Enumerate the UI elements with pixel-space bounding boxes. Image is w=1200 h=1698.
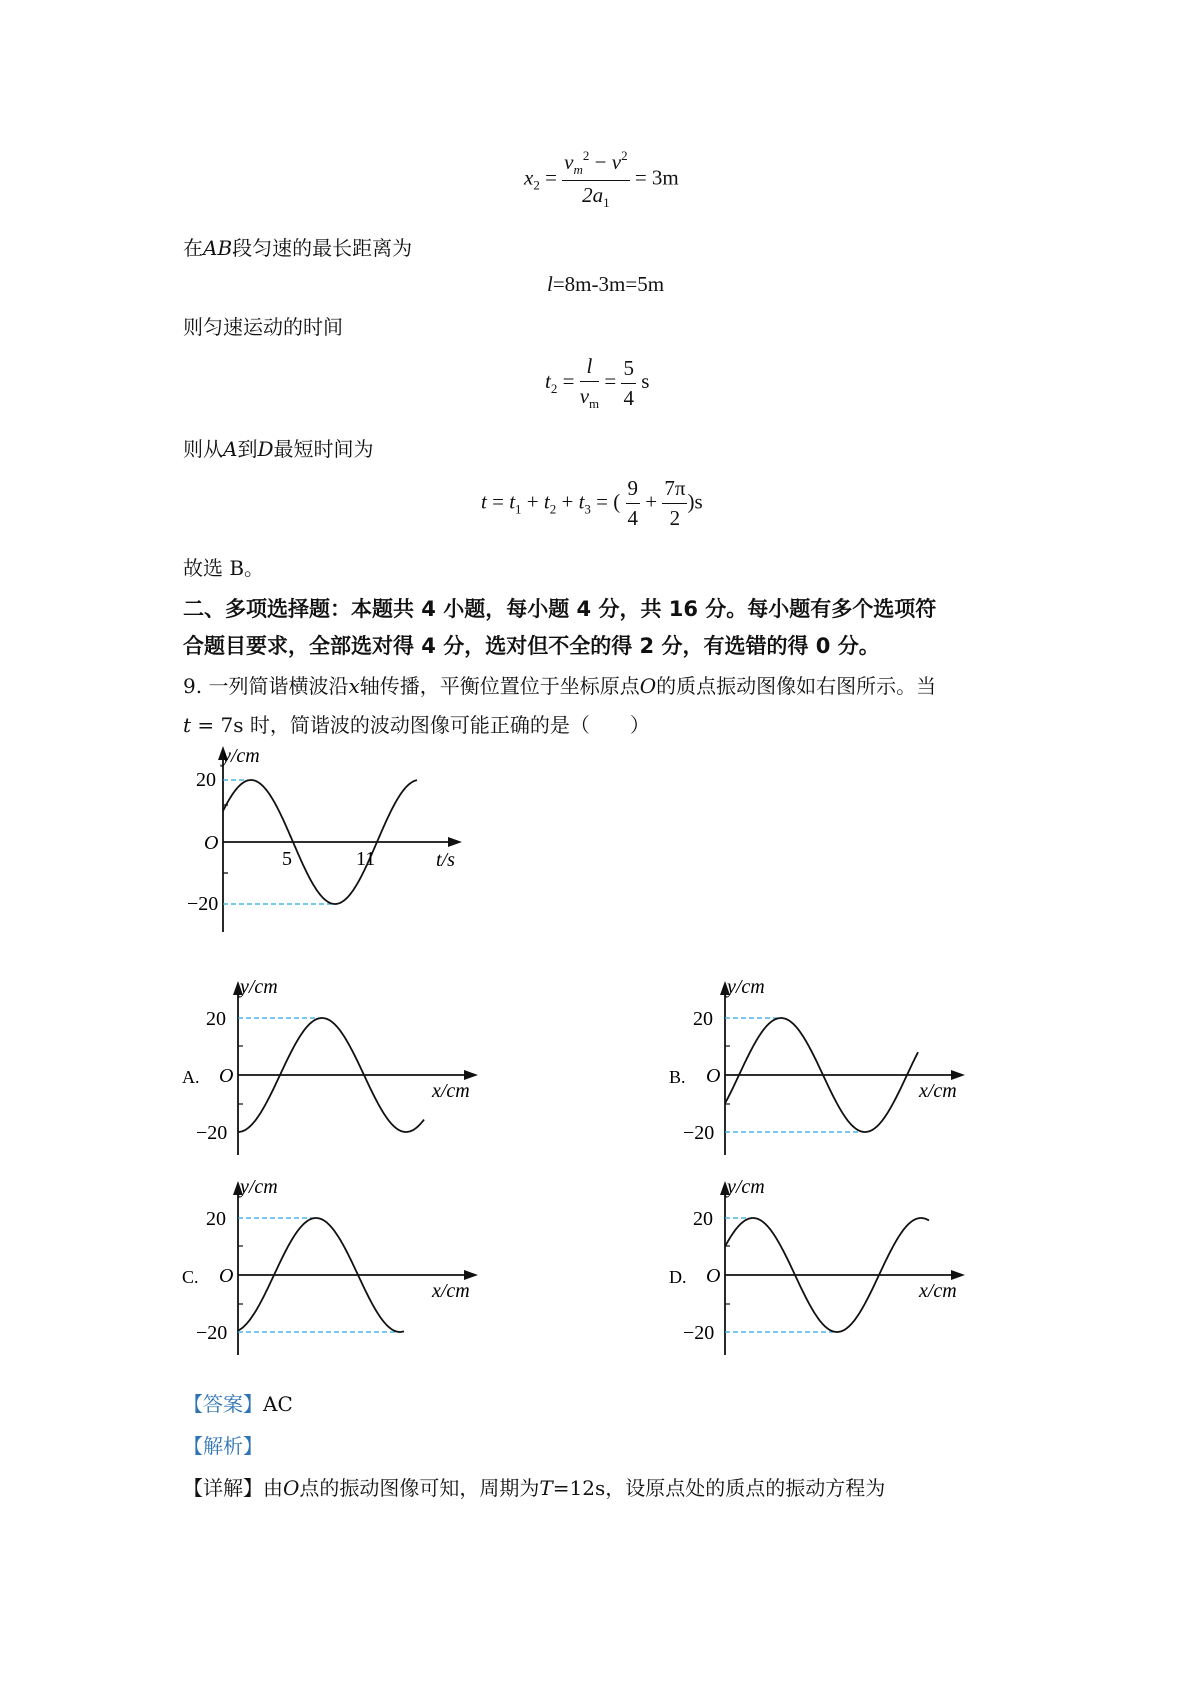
x-axis-label: x/cm bbox=[919, 1080, 957, 1102]
origin-label: O bbox=[219, 1065, 234, 1087]
line-shortest-time: 则从A到D最短时间为 bbox=[183, 437, 374, 461]
t-axis-arrow bbox=[448, 837, 462, 847]
option-label: C. bbox=[182, 1267, 199, 1287]
option-label: B. bbox=[669, 1067, 686, 1087]
x-axis-arrow bbox=[464, 1070, 478, 1080]
y-axis-label: y/cm bbox=[240, 976, 278, 998]
x-axis-arrow bbox=[464, 1270, 478, 1280]
option-c-graph bbox=[178, 1175, 528, 1365]
section-heading-line1: 二、多项选择题：本题共 4 小题，每小题 4 分，共 16 分。每小题有多个选项符 bbox=[183, 597, 937, 621]
line-ab-distance: 在AB段匀速的最长距离为 bbox=[183, 236, 413, 260]
line-choose-b: 故选 B。 bbox=[183, 556, 265, 580]
line-uniform-time: 则匀速运动的时间 bbox=[183, 315, 343, 339]
answer-line: 【答案】AC bbox=[183, 1392, 293, 1416]
x-axis-label: x/cm bbox=[919, 1280, 957, 1302]
tick-20: 20 bbox=[196, 769, 216, 791]
tick-20: 20 bbox=[693, 1208, 713, 1230]
section-heading-line2: 合题目要求，全部选对得 4 分，选对但不全的得 2 分，有选错的得 0 分。 bbox=[183, 634, 880, 658]
origin-label: O bbox=[706, 1065, 721, 1087]
x-axis-arrow bbox=[951, 1070, 965, 1080]
x-axis-label: t/s bbox=[436, 849, 455, 871]
question-9-line1: 9. 一列简谐横波沿x轴传播，平衡位置位于坐标原点O的质点振动图像如右图所示。当 bbox=[183, 674, 937, 698]
tick-11: 11 bbox=[356, 848, 376, 870]
tick-minus20: −20 bbox=[187, 893, 219, 915]
x-axis-label: x/cm bbox=[432, 1280, 470, 1302]
vibration-graph bbox=[180, 740, 480, 935]
x-axis-label: x/cm bbox=[432, 1080, 470, 1102]
detail-line: 【详解】由O点的振动图像可知，周期为T=12s，设原点处的质点的振动方程为 bbox=[183, 1476, 886, 1500]
y-axis-label: y/cm bbox=[222, 745, 260, 767]
question-9-line2: t = 7s 时，简谐波的波动图像可能正确的是（ ） bbox=[183, 713, 650, 737]
origin-label: O bbox=[706, 1265, 721, 1287]
tick-minus20: −20 bbox=[683, 1322, 715, 1344]
equation-l: l=8m-3m=5m bbox=[547, 272, 665, 296]
option-label: D. bbox=[669, 1267, 687, 1287]
option-d-graph bbox=[665, 1175, 1035, 1365]
y-axis-label: y/cm bbox=[727, 976, 765, 998]
tick-5: 5 bbox=[282, 848, 292, 870]
equation-t2: $t_2$ = $\frac{l}{v_m}$ = $\frac{5}{4}$ s bbox=[545, 354, 650, 411]
option-b-graph bbox=[665, 975, 1035, 1165]
equation-x2: $x_2$ = $\frac{v_m^2 - v^2}{2a_1}$ = 3m bbox=[524, 148, 679, 210]
x-axis-arrow bbox=[951, 1270, 965, 1280]
y-axis-label: y/cm bbox=[727, 1176, 765, 1198]
y-axis-label: y/cm bbox=[240, 1176, 278, 1198]
tick-minus20: −20 bbox=[196, 1122, 228, 1144]
equation-total-time: $t = t_1 + t_2 + t_3$ = ( $\frac{9}{4}$ + $\frac{7\pi}{2}$ )s bbox=[481, 476, 703, 530]
tick-20: 20 bbox=[693, 1008, 713, 1030]
tick-minus20: −20 bbox=[196, 1322, 228, 1344]
option-a-graph bbox=[178, 975, 528, 1165]
tick-minus20: −20 bbox=[683, 1122, 715, 1144]
tick-20: 20 bbox=[206, 1008, 226, 1030]
analysis-line: 【解析】 bbox=[183, 1434, 263, 1458]
origin-label: O bbox=[219, 1265, 234, 1287]
tick-20: 20 bbox=[206, 1208, 226, 1230]
origin-label: O bbox=[204, 832, 219, 854]
option-label: A. bbox=[182, 1067, 200, 1087]
